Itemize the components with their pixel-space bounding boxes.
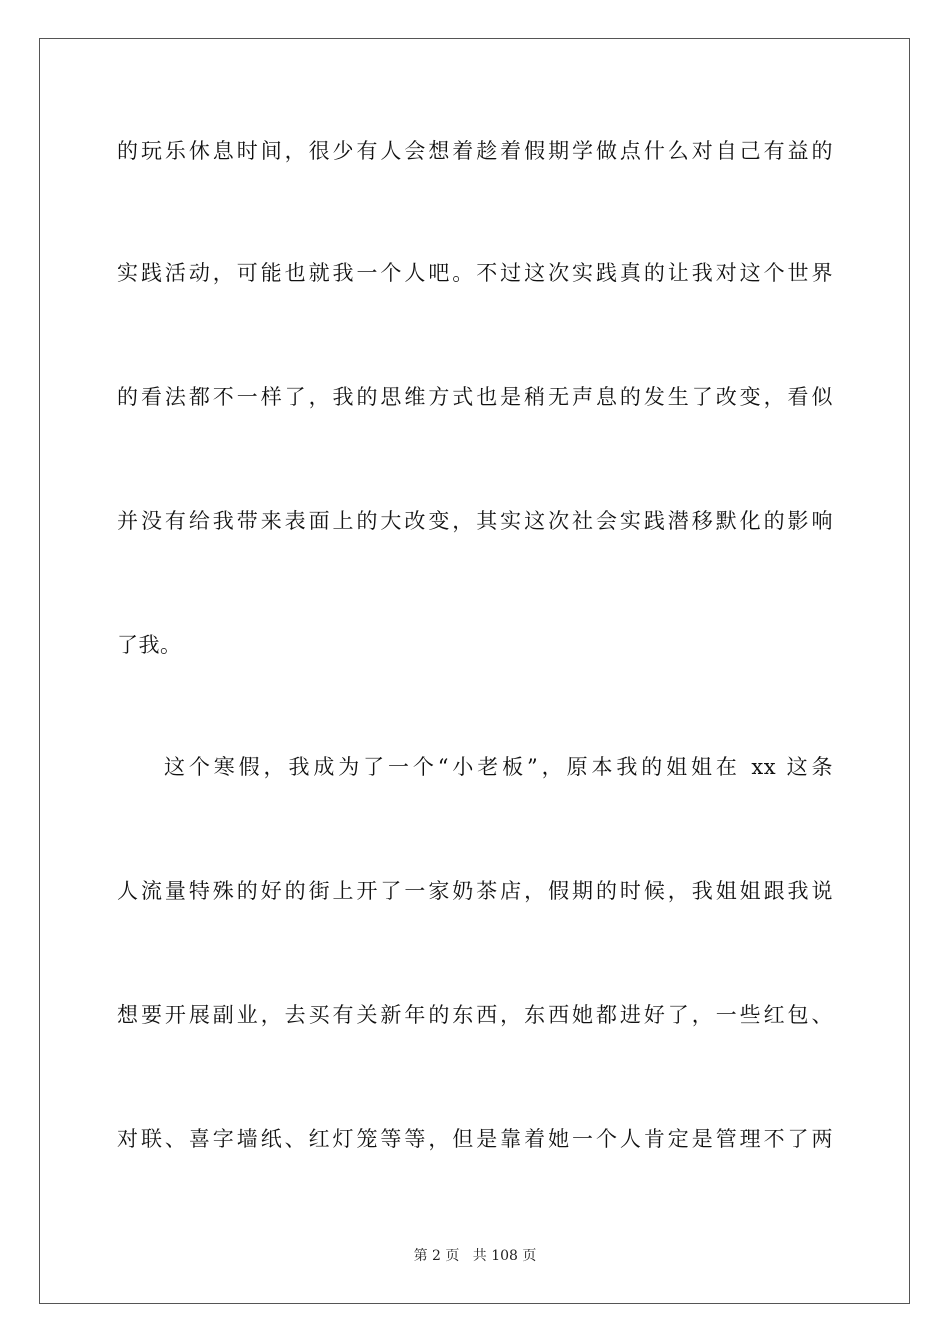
text-line-5: 了我。 — [117, 633, 182, 657]
text-line-9: 对联、喜字墙纸、红灯笼等等，但是靠着她一个人肯定是管理不了两 — [117, 1127, 833, 1151]
text-line-1: 的玩乐休息时间，很少有人会想着趁着假期学做点什么对自己有益的 — [117, 139, 833, 163]
text-line-6: 这个寒假，我成为了一个“小老板”，原本我的姐姐在 xx 这条 — [164, 755, 833, 779]
text-line-7: 人流量特殊的好的街上开了一家奶茶店，假期的时候，我姐姐跟我说 — [117, 879, 833, 903]
page-footer — [0, 1246, 950, 1266]
page-total: 共 108 页 — [472, 1248, 537, 1264]
page-border — [39, 38, 910, 1304]
page-number: 第 2 页 — [413, 1248, 460, 1264]
text-line-4: 并没有给我带来表面上的大改变，其实这次社会实践潜移默化的影响 — [117, 509, 833, 533]
text-line-3: 的看法都不一样了，我的思维方式也是稍无声息的发生了改变，看似 — [117, 385, 833, 409]
text-line-2: 实践活动，可能也就我一个人吧。不过这次实践真的让我对这个世界 — [117, 261, 833, 285]
text-line-8: 想要开展副业，去买有关新年的东西，东西她都进好了，一些红包、 — [117, 1003, 833, 1027]
